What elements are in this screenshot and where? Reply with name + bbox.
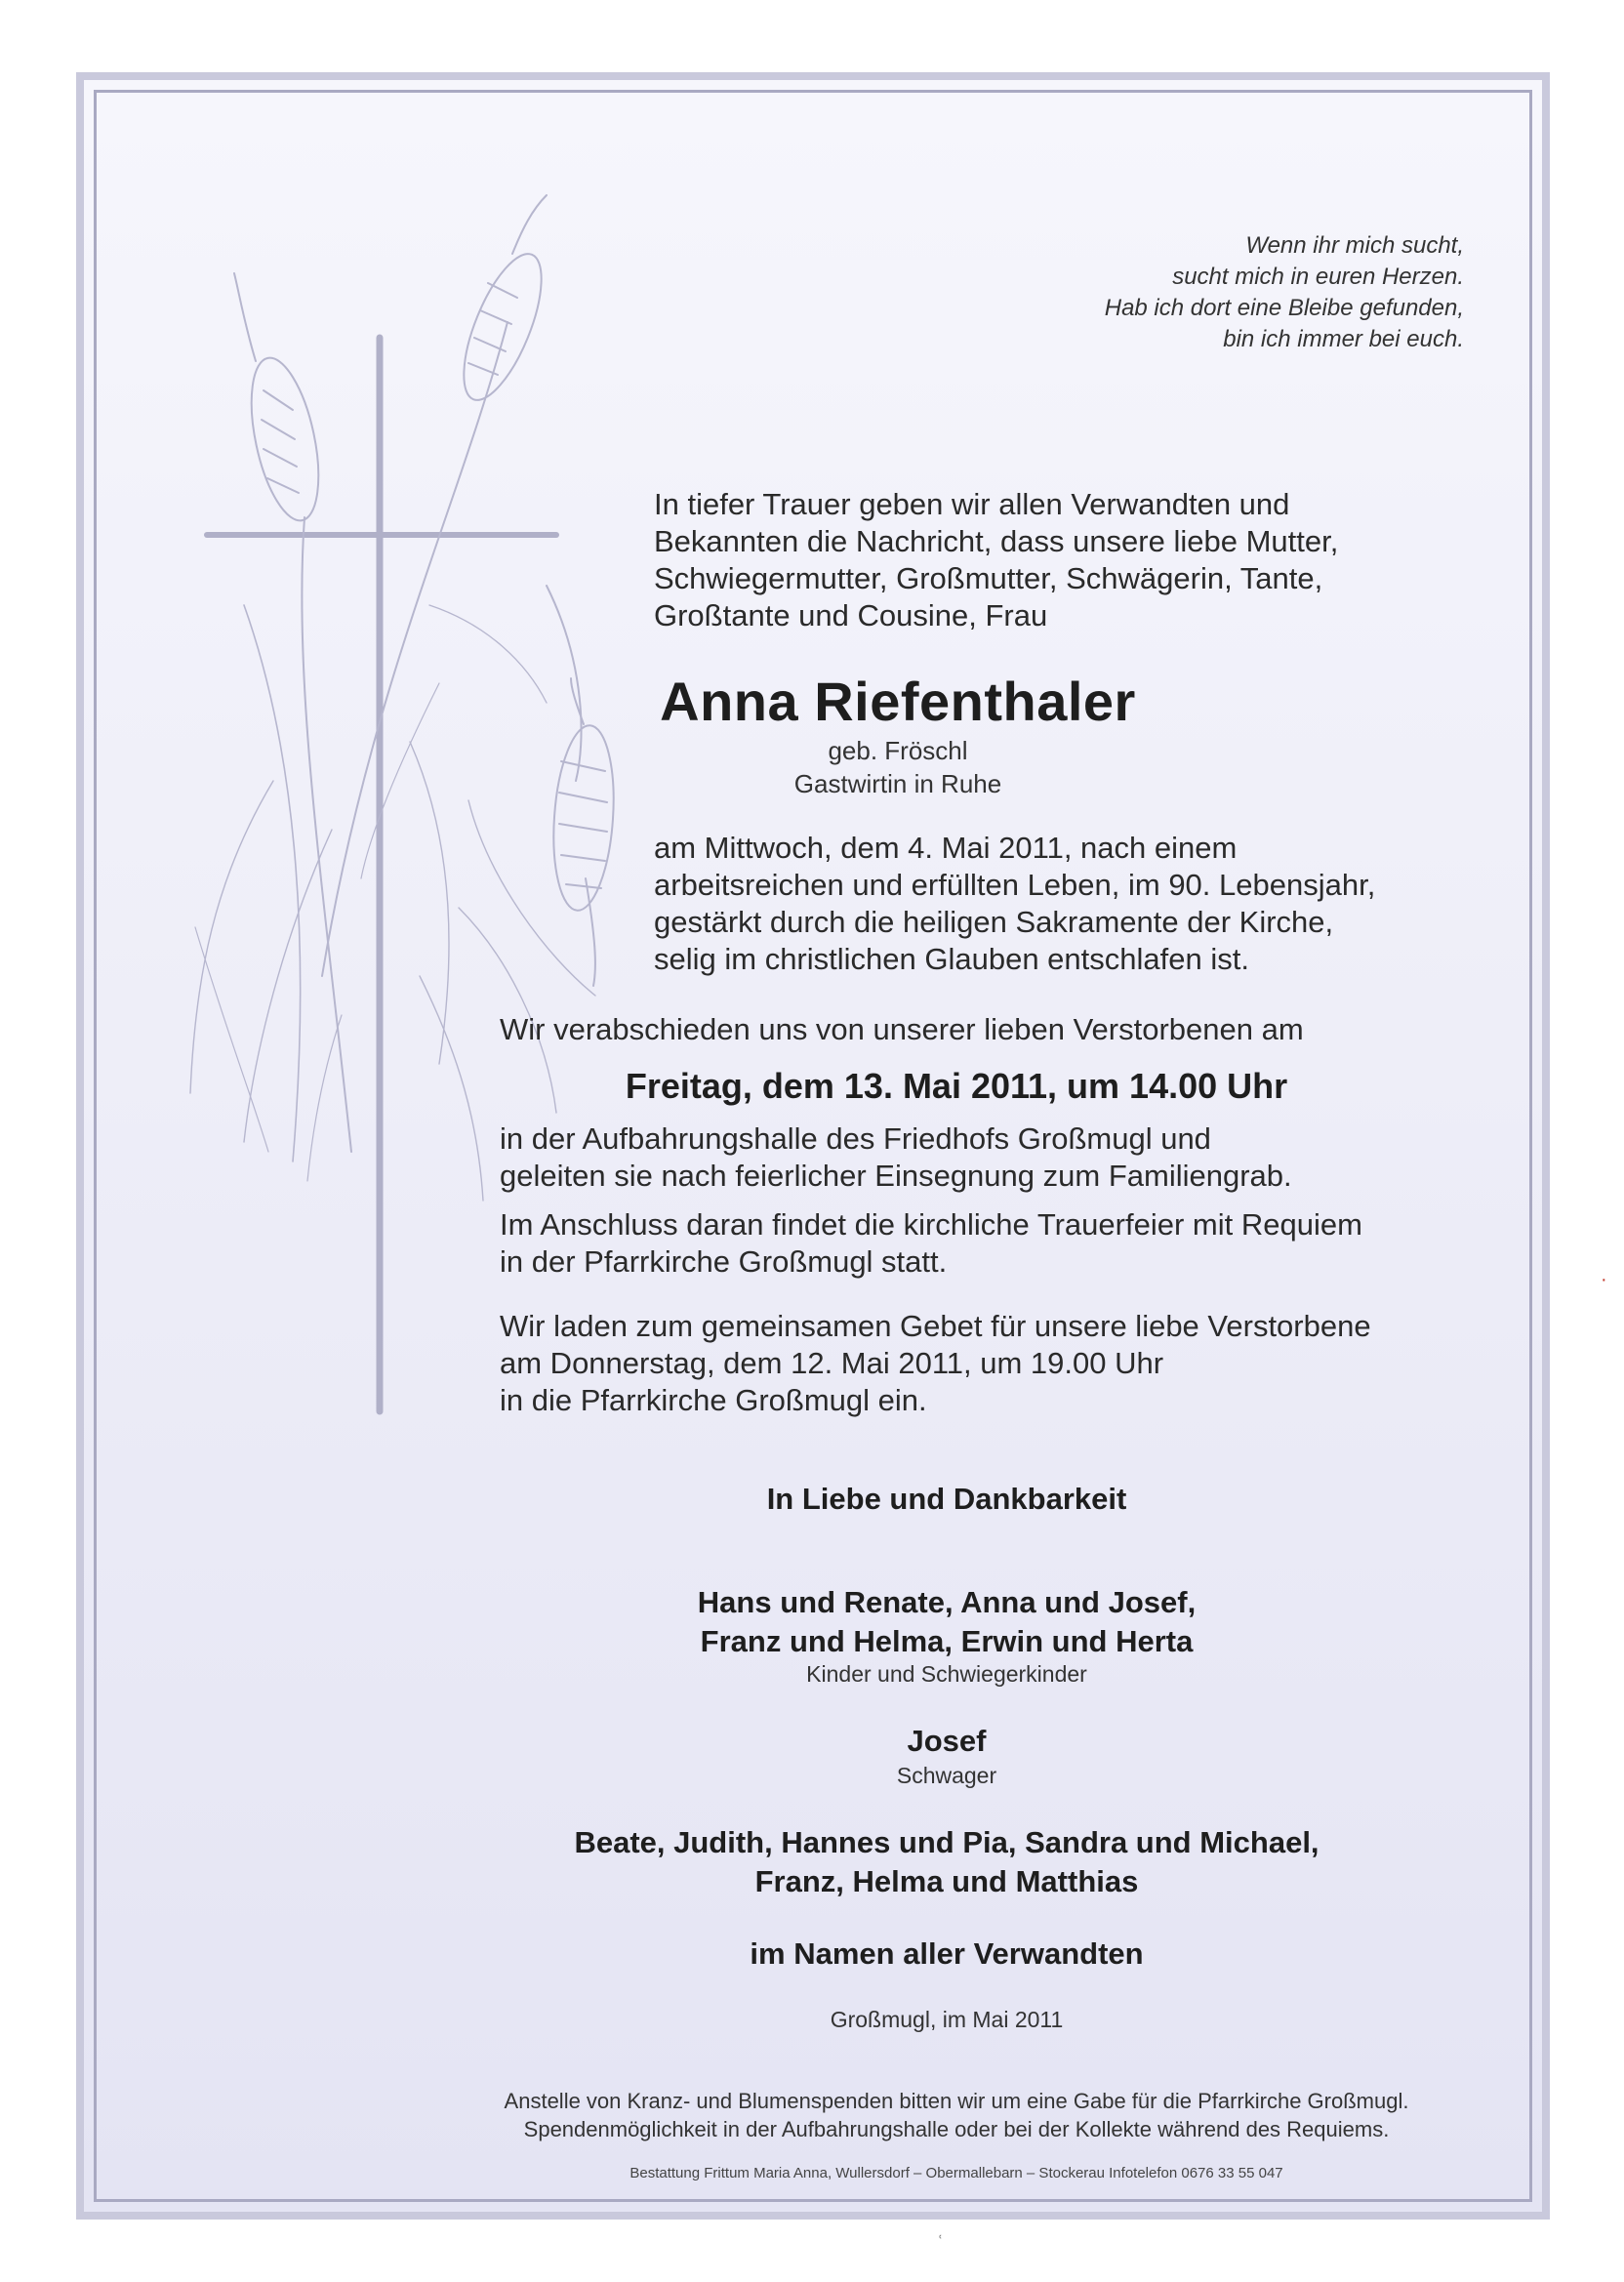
requiem-info <box>500 1206 1485 1281</box>
donation-note <box>410 2087 1503 2143</box>
wheat-ear-top <box>448 195 557 410</box>
verse-line: sucht mich in euren Herzen. <box>1172 264 1464 290</box>
grass-blade <box>420 976 483 1201</box>
intro-line: In tiefer Trauer geben wir allen Verwandten und <box>654 487 1290 521</box>
scan-speck: ʿ <box>937 2233 944 2255</box>
undertaker-info: Bestattung Frittum Maria Anna, Wullersdorf – Obermallebarn – Stockerau Infotelefon 0676 33 55 047 <box>629 2165 1283 2181</box>
death-notice <box>654 830 1493 978</box>
death-line: am Mittwoch, dem 4. Mai 2011, nach einem <box>654 831 1238 865</box>
death-line: selig im christlichen Glauben entschlafen ist. <box>654 942 1249 976</box>
grandchildren-names <box>429 1823 1464 1901</box>
memorial-verse <box>781 230 1464 355</box>
occupation: Gastwirtin in Ruhe <box>793 769 1002 798</box>
farewell-intro-line: Wir verabschieden uns von unserer lieben Verstorbenen am <box>500 1012 1304 1046</box>
place-date: Großmugl, im Mai 2011 <box>830 2007 1064 2032</box>
maiden-name: geb. Fröschl <box>828 736 968 765</box>
grass-blade <box>195 927 268 1152</box>
announcement-intro <box>654 486 1474 634</box>
wheat-ear-right <box>548 678 619 913</box>
wheat-stalk <box>322 322 508 976</box>
grass-blade <box>190 781 273 1093</box>
death-line: arbeitsreichen und erfüllten Leben, im 90. Lebensjahr, <box>654 868 1376 902</box>
prayer-invitation <box>500 1308 1485 1419</box>
grandchildren-line: Franz, Helma und Matthias <box>754 1864 1139 1898</box>
funeral-location <box>500 1121 1485 1195</box>
children-line: Hans und Renate, Anna und Josef, <box>697 1585 1197 1619</box>
children-line: Franz und Helma, Erwin und Herta <box>700 1624 1194 1658</box>
requiem-line: Im Anschluss daran findet die kirchliche Trauerfeier mit Requiem <box>500 1207 1362 1242</box>
brother-in-law-text: Josef <box>907 1724 987 1758</box>
intro-line: Großtante und Cousine, Frau <box>654 598 1048 632</box>
deceased-name: Anna Riefenthaler <box>660 671 1136 732</box>
requiem-line: in der Pfarrkirche Großmugl statt. <box>500 1244 948 1279</box>
intro-line: Schwiegermutter, Großmutter, Schwägerin, Tante, <box>654 561 1323 595</box>
grass-blade <box>459 908 556 1113</box>
children-role: Kinder und Schwiegerkinder <box>806 1661 1087 1687</box>
grass-blade <box>429 605 547 703</box>
intro-line: Bekannten die Nachricht, dass unsere liebe Mutter, <box>654 524 1339 558</box>
prayer-line: Wir laden zum gemeinsamen Gebet für unsere liebe Verstorbene <box>500 1309 1371 1343</box>
children-names <box>429 1583 1464 1661</box>
wheat-stalk <box>547 586 582 781</box>
wheat-stalk <box>586 878 595 986</box>
wheat-stalk <box>302 517 351 1152</box>
grandchildren-line: Beate, Judith, Hannes und Pia, Sandra und Michael, <box>574 1825 1320 1859</box>
grass-blade <box>410 742 449 1064</box>
closing-line <box>429 1480 1464 1519</box>
relatives-text: im Namen aller Verwandten <box>750 1936 1144 1971</box>
death-line: gestärkt durch die heiligen Sakramente der Kirche, <box>654 905 1334 939</box>
verse-line: Wenn ihr mich sucht, <box>1245 232 1464 259</box>
location-line: geleiten sie nach feierlicher Einsegnung zum Familiengrab. <box>500 1159 1292 1193</box>
grass-blade <box>244 830 332 1142</box>
grass-blade <box>244 605 301 1161</box>
verse-line: bin ich immer bei euch. <box>1223 326 1464 352</box>
grass-blade <box>361 683 439 878</box>
donation-line: Anstelle von Kranz- und Blumenspenden bitten wir um eine Gabe für die Pfarrkirche Großmugl. <box>504 2089 1409 2113</box>
scan-speck: · <box>1601 1269 1607 1290</box>
donation-line: Spendenmöglichkeit in der Aufbahrungshalle oder bei der Kollekte während des Requiems. <box>523 2117 1390 2141</box>
relatives-line <box>429 1935 1464 1974</box>
wheat-ear-left <box>234 273 331 526</box>
verse-line: Hab ich dort eine Bleibe gefunden, <box>1104 295 1464 321</box>
grass-blade <box>307 1015 342 1181</box>
prayer-line: am Donnerstag, dem 12. Mai 2011, um 19.00 Uhr <box>500 1346 1164 1380</box>
location-line: in der Aufbahrungshalle des Friedhofs Großmugl und <box>500 1121 1211 1156</box>
grass-blade <box>468 800 595 996</box>
brother-in-law-role: Schwager <box>896 1763 997 1788</box>
closing-text: In Liebe und Dankbarkeit <box>766 1482 1127 1516</box>
brother-in-law-name <box>429 1722 1464 1761</box>
funeral-date: Freitag, dem 13. Mai 2011, um 14.00 Uhr <box>625 1066 1288 1106</box>
prayer-line: in die Pfarrkirche Großmugl ein. <box>500 1383 927 1417</box>
farewell-intro <box>500 1011 1485 1048</box>
